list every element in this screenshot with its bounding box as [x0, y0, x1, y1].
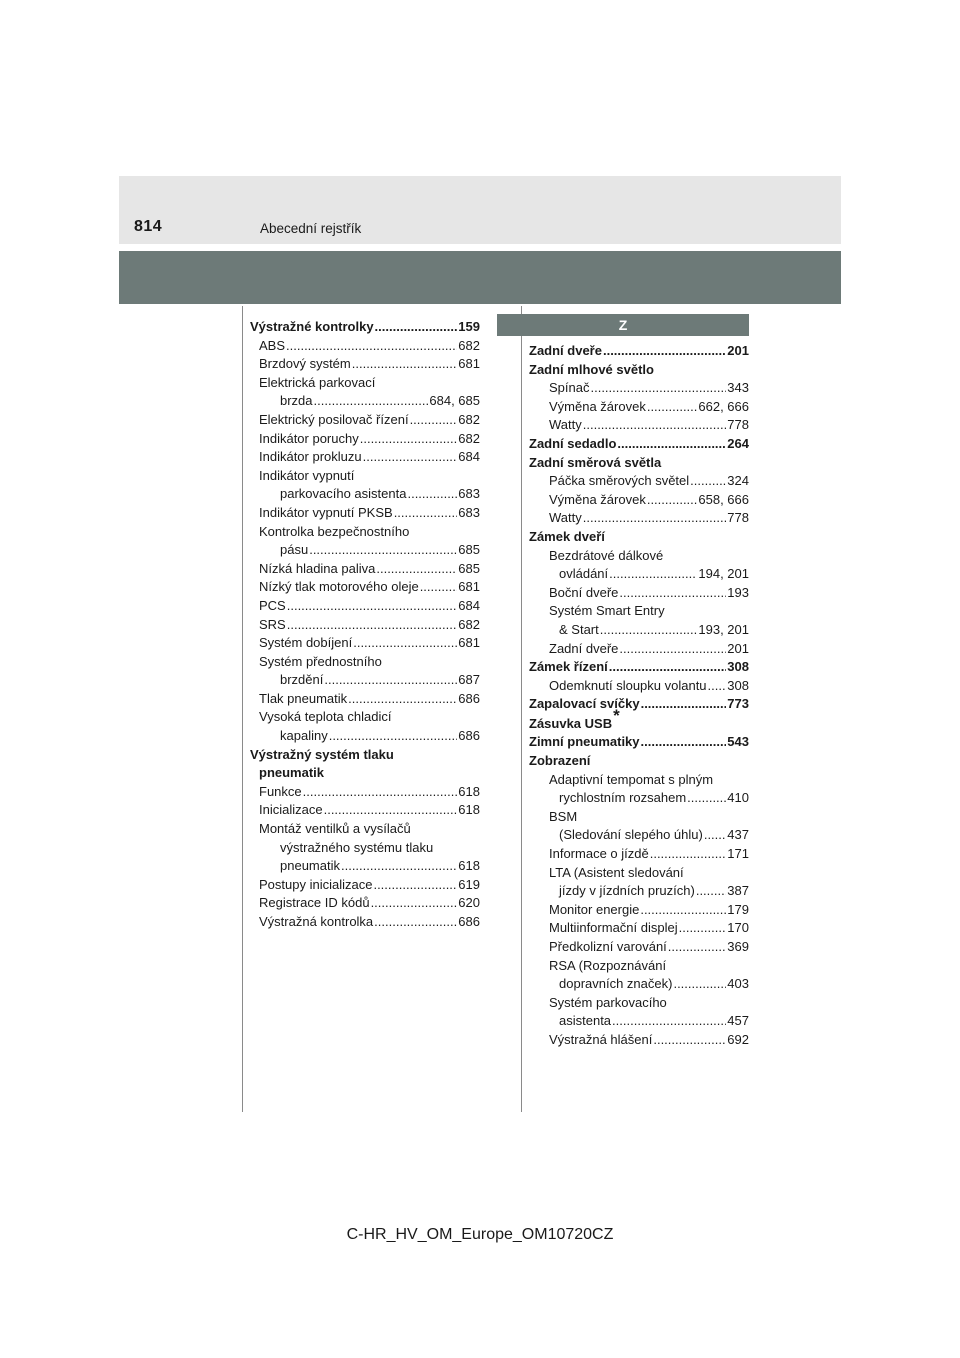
entry-term: Zadní dveře: [549, 640, 619, 656]
index-heading: BSM: [549, 808, 578, 824]
entry-term: kapaliny: [280, 728, 328, 744]
dot-leader: [353, 634, 457, 653]
entry-term: Výstražná kontrolka: [259, 914, 374, 929]
index-entry: [529, 621, 749, 640]
index-entry: [250, 801, 480, 820]
index-heading: Systém Smart Entry: [549, 603, 665, 619]
dot-leader: [352, 355, 458, 374]
entry-page-ref: 662, 666: [698, 398, 749, 414]
index-entry: [529, 491, 749, 510]
entry-page-ref: 686: [458, 690, 480, 706]
dot-leader: [314, 392, 429, 411]
dot-leader: [673, 975, 726, 994]
entry-page-ref: 343: [727, 380, 749, 396]
index-entry: [250, 913, 480, 932]
section-banner: [119, 251, 841, 304]
entry-page-ref: 682: [458, 616, 480, 632]
entry-page-ref: 620: [458, 895, 480, 911]
entry-term: Zadní dveře: [529, 343, 602, 358]
entry-term: Zimní pneumatiky: [529, 734, 640, 750]
index-entry: [529, 509, 749, 528]
entry-term: Indikátor prokluzu: [259, 449, 362, 465]
dot-leader: [590, 379, 726, 398]
entry-page-ref: 681: [458, 356, 480, 372]
index-entry: [529, 584, 749, 603]
entry-term: ovládání: [559, 566, 609, 582]
entry-term: Zadní sedadlo: [529, 435, 617, 451]
index-entry: [529, 826, 749, 845]
entry-term: Indikátor vypnutí PKSB: [259, 504, 393, 520]
entry-term: Multiinformační displej: [549, 920, 678, 936]
index-heading: Zámek dveří: [529, 528, 605, 544]
index-entry: [250, 690, 480, 709]
entry-page-ref: 681: [458, 579, 480, 595]
entry-page-ref: 778: [727, 510, 749, 526]
dot-leader: [612, 1012, 726, 1031]
entry-term: pneumatik: [280, 858, 340, 874]
index-entry: [250, 541, 480, 560]
entry-term: Nízká hladina paliva: [259, 560, 376, 576]
index-entry: [250, 876, 480, 895]
index-entry: [529, 789, 749, 808]
entry-page-ref: 618: [458, 802, 480, 818]
entry-term: rychlostním rozsahem: [559, 790, 687, 806]
entry-page-ref: 778: [727, 417, 749, 433]
entry-term: jízdy v jízdních pruzích): [559, 883, 695, 899]
index-entry: [250, 430, 480, 449]
entry-term: Monitor energie: [549, 901, 640, 917]
entry-term: Tlak pneumatik: [259, 690, 348, 706]
index-heading: Zadní mlhové světlo: [529, 361, 654, 377]
index-entry: [250, 355, 480, 374]
index-entry: [529, 472, 749, 491]
dot-leader: [420, 578, 458, 597]
index-entry: [529, 565, 749, 584]
entry-term: Watty: [549, 417, 582, 433]
entry-term: Systém dobíjení: [259, 635, 353, 651]
letter-heading-z: Z: [497, 314, 749, 336]
entry-page-ref: 308: [727, 659, 749, 675]
dot-leader: [679, 919, 727, 938]
index-entry: [250, 485, 480, 504]
entry-page-ref: 692: [727, 1031, 749, 1047]
entry-term: Funkce: [259, 783, 302, 799]
index-heading: výstražného systému tlaku: [280, 839, 434, 855]
index-heading: Elektrická parkovací: [259, 374, 376, 390]
index-entry: [250, 894, 480, 913]
entry-page-ref: 193, 201: [698, 621, 749, 637]
dot-leader: [609, 565, 697, 584]
entry-page-ref: 618: [458, 783, 480, 799]
index-entry: [529, 975, 749, 994]
entry-term: Indikátor poruchy: [259, 430, 359, 446]
entry-page-ref: 264: [727, 435, 749, 451]
dot-leader: [287, 616, 458, 635]
entry-page-ref: 773: [727, 696, 749, 712]
index-heading: [529, 705, 749, 734]
entry-term: Registrace ID kódů: [259, 895, 370, 911]
dot-leader: [348, 690, 457, 709]
entry-page-ref: 619: [458, 876, 480, 892]
index-heading: Výstražný systém tlaku: [250, 746, 394, 762]
entry-page-ref: 369: [727, 939, 749, 954]
dot-leader: [647, 398, 698, 417]
page-number: 814: [134, 218, 163, 235]
index-entry: [529, 695, 749, 714]
entry-term: Páčka směrových světel: [549, 473, 690, 489]
entry-term: Postupy inicializace: [259, 876, 373, 892]
index-entry: [250, 578, 480, 597]
entry-page-ref: 543: [727, 734, 749, 750]
entry-page-ref: 201: [727, 640, 749, 656]
entry-term: Zapalovací svíčky: [529, 696, 640, 712]
entry-page-ref: 684, 685: [429, 393, 480, 409]
index-heading: LTA (Asistent sledování: [549, 864, 684, 880]
entry-page-ref: 682: [458, 411, 480, 427]
entry-term: Zámek řízení: [529, 659, 608, 675]
index-heading: Bezdrátové dálkové: [549, 547, 664, 563]
entry-page-ref: 201: [727, 343, 749, 358]
dot-leader: [609, 658, 727, 677]
dot-leader: [647, 491, 698, 510]
index-entry: [529, 640, 749, 659]
index-entry: [250, 504, 480, 523]
index-entry: [529, 658, 749, 677]
index-heading: Zobrazení: [529, 753, 591, 769]
entry-page-ref: 683: [458, 504, 480, 520]
entry-term: brzdění: [280, 672, 324, 688]
dot-leader: [619, 584, 726, 603]
dot-leader: [329, 727, 458, 746]
index-entry: [529, 1031, 749, 1050]
index-heading: Systém parkovacího: [549, 994, 667, 1010]
entry-term: Výstražná hlášení: [549, 1031, 653, 1047]
index-heading: Indikátor vypnutí: [259, 467, 355, 483]
dot-leader: [687, 789, 726, 808]
section-title: Abecední rejstřík: [260, 221, 362, 236]
index-heading: Vysoká teplota chladicí: [259, 709, 392, 725]
dot-leader: [360, 430, 458, 449]
entry-term: Brzdový systém: [259, 356, 351, 372]
dot-leader: [375, 318, 458, 337]
entry-term: Boční dveře: [549, 584, 619, 600]
index-heading: Zadní směrová světla: [529, 454, 662, 470]
entry-page-ref: 618: [458, 858, 480, 874]
entry-term: dopravních značek): [559, 976, 673, 992]
dot-leader: [704, 826, 726, 845]
entry-page-ref: 457: [727, 1013, 749, 1029]
dot-leader: [394, 504, 458, 523]
dot-leader: [583, 416, 727, 435]
dot-leader: [650, 845, 727, 864]
entry-page-ref: 171: [727, 846, 749, 862]
dot-leader: [653, 1031, 726, 1050]
entry-term: Zásuvka USB: [529, 715, 613, 731]
entry-term: ABS: [259, 337, 286, 353]
entry-page-ref: 159: [458, 319, 480, 334]
index-heading: Montáž ventilků a vysílačů: [259, 821, 411, 837]
dot-leader: [668, 938, 727, 957]
entry-page-ref: 682: [458, 337, 480, 353]
entry-page-ref: 410: [727, 790, 749, 806]
dot-leader: [619, 640, 726, 659]
index-column-right: [529, 342, 749, 1050]
entry-term: Výstražné kontrolky: [250, 319, 374, 334]
dot-leader: [600, 621, 698, 640]
index-entry: [250, 857, 480, 876]
index-heading: Adaptivní tempomat s plným: [549, 771, 714, 787]
index-entry: [529, 733, 749, 752]
entry-term: Informace o jízdě: [549, 846, 649, 862]
dot-leader: [617, 435, 726, 454]
entry-page-ref: 658, 666: [698, 491, 749, 507]
entry-page-ref: 179: [727, 901, 749, 917]
dot-leader: [286, 337, 457, 356]
footnote-star: *: [613, 705, 620, 725]
dot-leader: [376, 560, 457, 579]
dot-leader: [287, 597, 458, 616]
index-entry: [250, 337, 480, 356]
entry-term: SRS: [259, 616, 286, 632]
entry-page-ref: 437: [727, 827, 749, 843]
index-heading: Kontrolka bezpečnostního: [259, 523, 410, 539]
dot-leader: [708, 677, 727, 696]
entry-term: Výměna žárovek: [549, 491, 646, 507]
dot-leader: [341, 857, 457, 876]
dot-leader: [641, 733, 727, 752]
dot-leader: [363, 448, 458, 467]
index-heading: Systém přednostního: [259, 653, 382, 669]
entry-term: Výměna žárovek: [549, 398, 646, 414]
dot-leader: [373, 876, 457, 895]
entry-page-ref: 308: [727, 677, 749, 693]
index-entry: [250, 671, 480, 690]
entry-term: (Sledování slepého úhlu): [559, 827, 703, 843]
index-entry: [250, 727, 480, 746]
index-entry: [529, 677, 749, 696]
index-entry: [250, 783, 480, 802]
entry-page-ref: 683: [458, 486, 480, 502]
entry-term: Watty: [549, 510, 582, 526]
index-column-left: [250, 318, 480, 932]
dot-leader: [303, 783, 458, 802]
index-entry: [529, 435, 749, 454]
entry-term: Odemknutí sloupku volantu: [549, 677, 707, 693]
header-band: [119, 176, 841, 244]
entry-term: Předkolizní varování: [549, 939, 667, 954]
index-entry: [529, 938, 749, 957]
index-entry: [250, 597, 480, 616]
index-entry: [250, 392, 480, 411]
index-entry: [529, 416, 749, 435]
dot-leader: [407, 485, 457, 504]
dot-leader: [324, 671, 457, 690]
index-entry: [529, 882, 749, 901]
entry-page-ref: 194, 201: [698, 566, 749, 582]
entry-page-ref: 682: [458, 430, 480, 446]
entry-term: PCS: [259, 597, 286, 613]
index-entry: [529, 901, 749, 920]
dot-leader: [583, 509, 727, 528]
index-entry: [250, 318, 480, 337]
dot-leader: [696, 882, 726, 901]
entry-term: brzda: [280, 393, 313, 409]
dot-leader: [309, 541, 457, 560]
dot-leader: [640, 901, 726, 920]
right-column-rule: [521, 306, 522, 1112]
dot-leader: [641, 695, 727, 714]
entry-term: asistenta: [559, 1013, 612, 1029]
dot-leader: [374, 913, 457, 932]
index-entry: [529, 1012, 749, 1031]
entry-term: Inicializace: [259, 802, 323, 818]
entry-page-ref: 324: [727, 473, 749, 489]
entry-page-ref: 193: [727, 584, 749, 600]
entry-page-ref: 403: [727, 976, 749, 992]
left-column-rule: [242, 306, 243, 1112]
dot-leader: [324, 801, 458, 820]
index-entry: [250, 560, 480, 579]
document-code: C-HR_HV_OM_Europe_OM10720CZ: [346, 1226, 614, 1243]
entry-term: parkovacího asistenta: [280, 486, 407, 502]
entry-term: pásu: [280, 542, 309, 558]
index-entry: [529, 379, 749, 398]
index-entry: [529, 342, 749, 361]
index-heading: RSA (Rozpoznávání: [549, 957, 667, 973]
entry-page-ref: 685: [458, 560, 480, 576]
entry-term: Elektrický posilovač řízení: [259, 411, 409, 427]
index-entry: [250, 411, 480, 430]
index-entry: [529, 398, 749, 417]
index-entry: [529, 845, 749, 864]
dot-leader: [690, 472, 726, 491]
dot-leader: [603, 342, 726, 361]
entry-page-ref: 687: [458, 672, 480, 688]
entry-page-ref: 170: [727, 920, 749, 936]
index-entry: [250, 634, 480, 653]
entry-term: Spínač: [549, 380, 590, 396]
entry-page-ref: 685: [458, 542, 480, 558]
entry-page-ref: 686: [458, 914, 480, 929]
entry-term: & Start: [559, 621, 599, 637]
entry-page-ref: 686: [458, 728, 480, 744]
index-entry: [250, 616, 480, 635]
entry-term: Nízký tlak motorového oleje: [259, 579, 419, 595]
index-entry: [529, 919, 749, 938]
entry-page-ref: 387: [727, 883, 749, 899]
index-heading: pneumatik: [259, 765, 325, 781]
dot-leader: [371, 894, 458, 913]
entry-page-ref: 684: [458, 597, 480, 613]
entry-page-ref: 684: [458, 449, 480, 465]
entry-page-ref: 681: [458, 635, 480, 651]
index-entry: [250, 448, 480, 467]
dot-leader: [410, 411, 458, 430]
